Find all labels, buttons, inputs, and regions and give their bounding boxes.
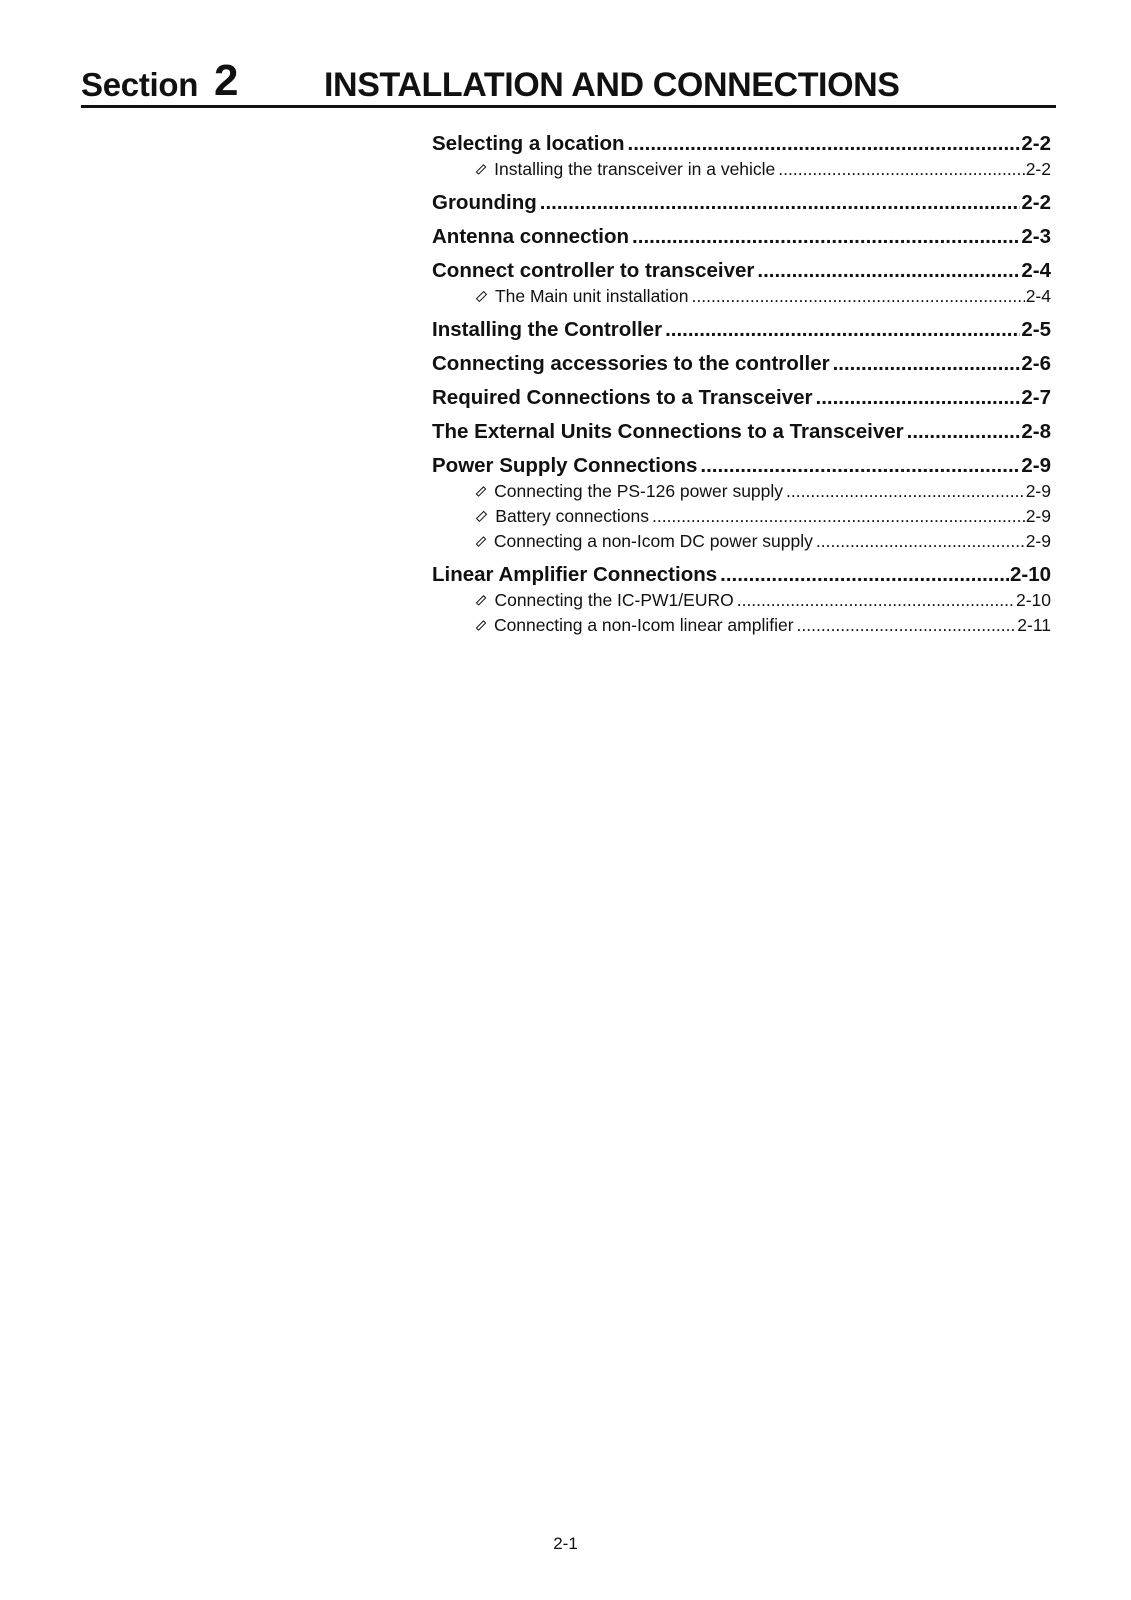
dot-leader xyxy=(652,504,1025,529)
toc-entry-label: Connecting accessories to the controller xyxy=(432,352,830,375)
toc-subentry-page: 2-9 xyxy=(1025,481,1051,501)
toc-entry[interactable] xyxy=(432,258,1051,284)
toc-entry[interactable] xyxy=(432,385,1051,411)
toc-subentry-page: 2-10 xyxy=(1015,590,1051,610)
toc-subentry-label: Installing the transceiver in a vehicle xyxy=(494,159,776,179)
toc-subentry[interactable] xyxy=(476,529,1051,554)
dot-leader xyxy=(797,613,1017,638)
table-of-contents xyxy=(432,131,1051,638)
toc-entry-label: Selecting a location xyxy=(432,132,625,155)
toc-subentry-page: 2-9 xyxy=(1025,531,1051,551)
page-number: 2-1 xyxy=(553,1534,578,1553)
header-rule xyxy=(81,105,1056,108)
toc-subentry[interactable] xyxy=(476,504,1051,529)
dot-leader xyxy=(720,562,1009,588)
toc-entry-page: 2-2 xyxy=(1021,132,1051,155)
section-header xyxy=(81,56,1056,108)
toc-entry-label: Linear Amplifier Connections xyxy=(432,563,718,586)
diamond-bullet-icon xyxy=(476,486,486,497)
toc-subentry-page: 2-11 xyxy=(1017,615,1051,635)
section-label: Section xyxy=(81,66,199,103)
toc-entry[interactable] xyxy=(432,562,1051,588)
toc-subentry-page: 2-2 xyxy=(1025,159,1051,179)
toc-subentry[interactable] xyxy=(476,157,1051,182)
toc-subentry-label: The Main unit installation xyxy=(494,286,689,306)
section-title: INSTALLATION AND CONNECTIONS xyxy=(324,66,900,104)
toc-entry[interactable] xyxy=(432,419,1051,445)
toc-entry-page: 2-3 xyxy=(1021,225,1051,248)
toc-subentry-label: Battery connections xyxy=(495,506,649,526)
diamond-bullet-icon xyxy=(476,595,487,606)
toc-entry-page: 2-7 xyxy=(1021,386,1051,409)
toc-entry-label: Required Connections to a Transceiver xyxy=(432,386,813,409)
toc-subentry-label: Connecting a non-Icom DC power supply xyxy=(493,531,813,551)
diamond-bullet-icon xyxy=(476,620,486,631)
toc-subentry[interactable] xyxy=(476,284,1051,309)
toc-subentry[interactable] xyxy=(476,613,1051,638)
toc-subentry-label: Connecting a non-Icom linear amplifier xyxy=(493,615,794,635)
toc-subentry-label: Connecting the IC-PW1/EURO xyxy=(494,590,734,610)
section-number: 2 xyxy=(214,56,238,105)
toc-entry[interactable] xyxy=(432,224,1051,250)
toc-entry-label: Connect controller to transceiver xyxy=(432,259,755,282)
dot-leader xyxy=(778,157,1024,182)
toc-entry-page: 2-5 xyxy=(1021,318,1051,341)
toc-entry-page: 2-9 xyxy=(1021,454,1051,477)
toc-entry[interactable] xyxy=(432,317,1051,343)
dot-leader xyxy=(692,284,1025,309)
dot-leader xyxy=(833,351,1021,377)
toc-subentry[interactable] xyxy=(476,479,1051,504)
dot-leader xyxy=(757,258,1020,284)
dot-leader xyxy=(665,317,1020,343)
dot-leader xyxy=(907,419,1021,445)
toc-subentry-label: Connecting the PS-126 power supply xyxy=(494,481,784,501)
toc-entry[interactable] xyxy=(432,351,1051,377)
toc-entry[interactable] xyxy=(432,453,1051,479)
toc-entry-label: Installing the Controller xyxy=(432,318,663,341)
toc-entry-label: Antenna connection xyxy=(432,225,630,248)
diamond-bullet-icon xyxy=(476,164,486,175)
dot-leader xyxy=(540,190,1021,216)
toc-entry[interactable] xyxy=(432,131,1051,157)
toc-entry-label: The External Units Connections to a Transceiver xyxy=(432,420,904,443)
toc-subentry-page: 2-4 xyxy=(1025,286,1051,306)
toc-entry-page: 2-4 xyxy=(1021,259,1051,282)
toc-subentry[interactable] xyxy=(476,588,1051,613)
toc-entry-page: 2-10 xyxy=(1009,563,1051,586)
dot-leader xyxy=(737,588,1015,613)
diamond-bullet-icon xyxy=(476,511,487,523)
toc-subentry-page: 2-9 xyxy=(1025,506,1051,526)
toc-entry-label: Power Supply Connections xyxy=(432,454,698,477)
diamond-bullet-icon xyxy=(476,291,487,302)
toc-entry[interactable] xyxy=(432,190,1051,216)
dot-leader xyxy=(632,224,1020,250)
dot-leader xyxy=(816,385,1021,411)
toc-entry-page: 2-2 xyxy=(1021,191,1051,214)
toc-entry-label: Grounding xyxy=(432,191,537,214)
dot-leader xyxy=(816,529,1025,554)
dot-leader xyxy=(786,479,1025,504)
dot-leader xyxy=(628,131,1021,157)
diamond-bullet-icon xyxy=(476,536,486,546)
toc-entry-page: 2-6 xyxy=(1021,352,1051,375)
toc-entry-page: 2-8 xyxy=(1021,420,1051,443)
dot-leader xyxy=(700,453,1020,479)
